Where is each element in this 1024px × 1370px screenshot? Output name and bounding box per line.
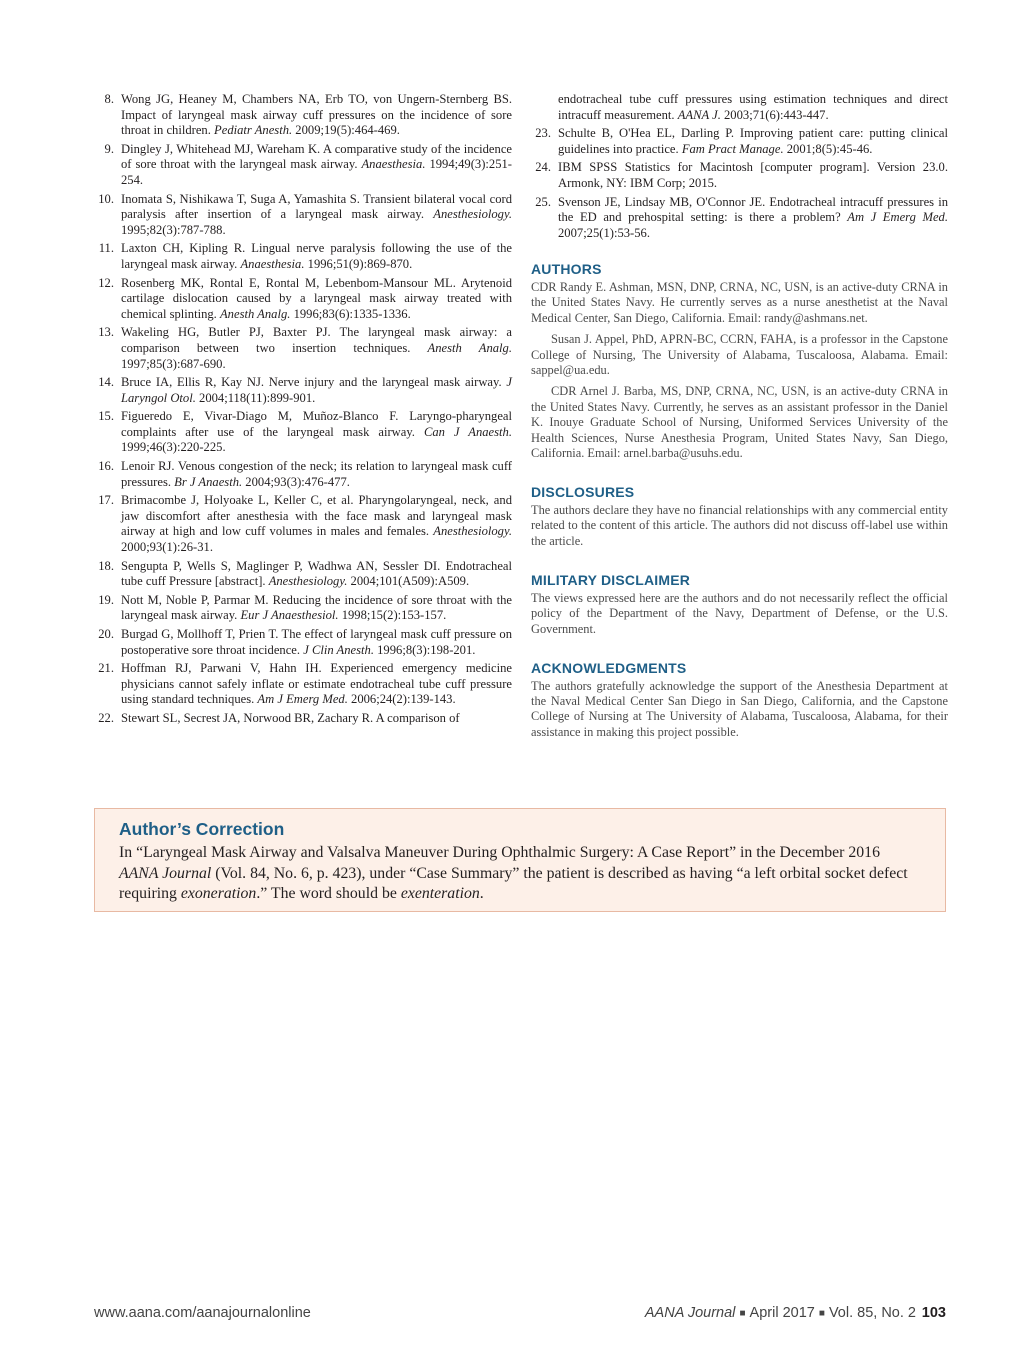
reference-journal: J Clin Anesth. xyxy=(303,642,374,657)
authors-correction-box xyxy=(94,808,946,912)
author-bio-appel: Susan J. Appel, PhD, APRN-BC, CCRN, FAHA, is a professor in the Capstone College of Nursing, The University of Alabama, Tuscaloosa, Alabama. Email: sappel@ua.edu. xyxy=(531,332,948,377)
reference-item xyxy=(94,92,512,139)
reference-journal: Anaesthesia. xyxy=(361,157,426,172)
military-disclaimer-text: The views expressed here are the authors and do not necessarily reflect the official policy of the Department of the Navy, Department of Defense, or the U.S. Government. xyxy=(531,590,948,636)
reference-text: Schulte B, O'Hea EL, Darling P. Improving patient care: putting clinical guidelines into practice. xyxy=(558,126,948,156)
reference-journal: Fam Pract Manage. xyxy=(681,141,784,156)
reference-text: Dingley J, Whitehead MJ, Wareham K. A comparative study of the incidence of sore throat with the laryngeal mask airway. xyxy=(121,141,512,172)
reference-item xyxy=(531,126,948,157)
reference-number: 22. xyxy=(98,710,114,725)
reference-number: 8. xyxy=(104,92,114,106)
right-column xyxy=(531,92,948,740)
reference-item xyxy=(94,409,512,456)
footer-issue-date: April 2017 xyxy=(749,1305,815,1321)
reference-journal: Anesth Analg. xyxy=(219,306,291,321)
reference-citation: 1994;49(3):251-254. xyxy=(121,157,512,187)
reference-number: 13. xyxy=(98,325,114,340)
reference-text: Sengupta P, Wells S, Maglinger P, Wadhwa AN, Sessler DI. Endotracheal tube cuff Pressure [abstract]. xyxy=(121,558,512,589)
reference-item xyxy=(531,195,948,242)
reference-text: Bruce IA, Ellis R, Kay NJ. Nerve injury and the laryngeal mask airway. xyxy=(121,375,507,390)
reference-number: 20. xyxy=(98,627,114,641)
footer-volume: Vol. 85, No. 2 xyxy=(828,1305,916,1321)
correction-wrong-word: exoneration xyxy=(180,885,257,902)
correction-text-part1: In “Laryngeal Mask Airway and Valsalva Maneuver During Ophthalmic Surgery: A Case Report” in the December 2016 xyxy=(119,844,880,861)
reference-text: endotracheal tube cuff pressures using estimation techniques and direct intracuff measurement. xyxy=(558,92,948,122)
reference-text: Brimacombe J, Holyoake L, Keller C, et al. Pharyngolaryngeal, neck, and jaw discomfort after anesthesia with the face mask and laryngeal mask airway at high and low cuff volumes in males and females. xyxy=(121,493,512,539)
reference-item xyxy=(94,661,512,708)
reference-journal: Am J Emerg Med. xyxy=(257,692,348,707)
reference-item xyxy=(94,559,512,590)
reference-item xyxy=(94,142,512,189)
references-right-list xyxy=(531,92,948,241)
reference-number: 14. xyxy=(98,375,114,390)
reference-item xyxy=(94,493,512,555)
military-disclaimer-heading: MILITARY DISCLAIMER xyxy=(531,572,691,589)
disclosures-text: The authors declare they have no financial relationships with any commercial entity related to the content of this article. The authors did not discuss off-label use within the article. xyxy=(531,503,948,548)
reference-text: IBM SPSS Statistics for Macintosh [computer program]. Version 23.0. Armonk, NY: IBM Corp; 2015. xyxy=(558,160,948,190)
reference-item xyxy=(94,375,512,406)
footer-url[interactable]: www.aana.com/aanajournalonline xyxy=(94,1305,311,1321)
reference-number: 9. xyxy=(104,141,114,156)
correction-text-part4: . xyxy=(479,885,484,902)
reference-citation: 1995;82(3):787-788. xyxy=(121,222,226,237)
reference-text: Wong JG, Heaney M, Chambers NA, Erb TO, von Ungern-Sternberg BS. Impact of laryngeal mask airway cuff pressures on the incidence of sore throat in children. xyxy=(121,92,512,138)
reference-journal: Pediatr Anesth. xyxy=(214,123,293,138)
reference-item xyxy=(94,627,512,658)
reference-text: Inomata S, Nishikawa T, Suga A, Yamashita S. Transient bilateral vocal cord paralysis after insertion of a laryngeal mask airway. xyxy=(121,191,512,222)
correction-title: Author’s Correction xyxy=(119,819,285,839)
reference-citation: 2003;71(6):443-447. xyxy=(720,107,829,122)
disclosures-section xyxy=(531,485,948,549)
reference-citation: 1999;46(3):220-225. xyxy=(121,440,226,455)
reference-item xyxy=(94,276,512,323)
reference-journal: Am J Emerg Med. xyxy=(847,210,948,225)
reference-number: 17. xyxy=(98,493,114,508)
reference-citation: 1996;8(3):198-201. xyxy=(373,642,476,657)
reference-number: 16. xyxy=(98,459,114,474)
reference-item xyxy=(531,92,948,123)
reference-number: 19. xyxy=(98,592,114,607)
reference-journal: J Laryngol Otol. xyxy=(121,375,512,405)
reference-number: 24. xyxy=(535,160,551,175)
military-disclaimer-section xyxy=(531,573,948,637)
authors-section xyxy=(531,262,948,461)
acknowledgments-section xyxy=(531,661,948,740)
reference-number: 23. xyxy=(535,126,551,141)
correction-right-word: exenteration xyxy=(400,885,480,902)
reference-number: 10. xyxy=(98,191,114,206)
reference-text: Figueredo E, Vivar-Diago M, Muñoz-Blanco F. Laryngo-pharyngeal complaints after use of the laryngeal mask airway. xyxy=(121,409,512,439)
reference-citation: 2001;8(5):45-46. xyxy=(783,141,873,156)
square-bullet-icon: ■ xyxy=(818,1308,825,1319)
reference-journal: AANA J. xyxy=(677,107,721,122)
reference-text: Hoffman RJ, Parwani V, Hahn IH. Experienced emergency medicine physicians cannot safely inflate or estimate endotracheal tube cuff pressure using standard techniques. xyxy=(121,661,512,707)
reference-journal: Can J Anaesth. xyxy=(423,424,512,439)
correction-text-part3: .” The word should be xyxy=(256,885,401,902)
reference-text: Burgad G, Mollhoff T, Prien T. The effect of laryngeal mask cuff pressure on postoperative sore throat incidence. xyxy=(121,627,512,657)
reference-text: Laxton CH, Kipling R. Lingual nerve paralysis following the use of the laryngeal mask airway. xyxy=(121,241,512,271)
reference-number: 18. xyxy=(98,558,114,573)
reference-journal: Anesthesiology. xyxy=(433,207,512,222)
references-left-column xyxy=(94,92,512,730)
reference-text: Nott M, Noble P, Parmar M. Reducing the incidence of sore throat with the laryngeal mask airway. xyxy=(121,592,512,623)
reference-journal: Anesthesiology. xyxy=(268,574,348,589)
reference-journal: Anesthesiology. xyxy=(433,524,512,539)
acknowledgments-heading: ACKNOWLEDGMENTS xyxy=(531,660,687,677)
reference-item xyxy=(94,241,512,272)
reference-citation: 1997;85(3):687-690. xyxy=(121,356,226,371)
reference-citation: 2004;101(A509):A509. xyxy=(347,574,470,589)
reference-number: 12. xyxy=(98,275,114,290)
reference-citation: 2004;118(11):899-901. xyxy=(195,390,316,405)
reference-citation: 2004;93(3):476-477. xyxy=(242,474,350,489)
reference-item xyxy=(94,711,512,727)
correction-text-part2: (Vol. 84, No. 6, p. 423), under “Case Summary” the patient is described as having “a left orbital socket defect requiring xyxy=(119,864,908,902)
reference-number: 11. xyxy=(98,241,114,256)
disclosures-heading: DISCLOSURES xyxy=(531,484,635,501)
reference-citation: 1998;15(2):153-157. xyxy=(338,608,447,623)
author-bio-ashman: CDR Randy E. Ashman, MSN, DNP, CRNA, NC, USN, is an active-duty CRNA in the United States Navy. He currently serves as a nurse anesthetist at the Naval Medical Center, San Diego, California. Email: randy@ashmans.net. xyxy=(531,279,948,325)
reference-item xyxy=(94,325,512,372)
reference-citation: 2007;25(1):53-56. xyxy=(558,225,650,240)
reference-citation: 1996;51(9):869-870. xyxy=(304,256,413,271)
page-footer xyxy=(94,1305,946,1325)
author-bio-barba: CDR Arnel J. Barba, MS, DNP, CRNA, NC, USN, is an active-duty CRNA in the United States Navy. Currently, he serves as an assistant professor in the Daniel K. Inouye Graduate School of Nursing, Uniformed Services University of the Health Sciences, Nurse Anesthesia Program, United States Navy, San Diego, California. Email: arnel.barba@usuhs.edu. xyxy=(531,384,948,460)
correction-text xyxy=(119,843,921,905)
authors-heading: AUTHORS xyxy=(531,261,602,278)
reference-text: Rosenberg MK, Rontal E, Rontal M, Lebenbom-Mansour ML. Arytenoid cartilage dislocation caused by a laryngeal mask airway treated with chemical splinting. xyxy=(121,275,512,321)
reference-citation: 2009;19(5):464-469. xyxy=(292,123,400,138)
reference-citation: 2000;93(1):26-31. xyxy=(121,540,213,555)
reference-journal: Anaesthesia. xyxy=(240,256,305,271)
reference-journal: Anesth Analg. xyxy=(427,340,512,355)
footer-journal-name: AANA Journal xyxy=(644,1305,736,1321)
square-bullet-icon: ■ xyxy=(739,1308,746,1319)
acknowledgments-text: The authors gratefully acknowledge the support of the Anesthesia Department at the Naval Medical Center San Diego in San Diego, California, and the Capstone College of Nursing at The University of Alabama, Tuscaloosa, Alabama, for their assistance in making this project possible. xyxy=(531,678,948,739)
reference-citation: 2006;24(2):139-143. xyxy=(347,692,456,707)
reference-item xyxy=(531,160,948,191)
correction-journal-name: AANA Journal xyxy=(119,864,212,882)
reference-item xyxy=(94,192,512,239)
reference-number: 25. xyxy=(535,194,551,209)
reference-journal: Br J Anaesth. xyxy=(174,474,243,489)
page-number: 103 xyxy=(921,1305,946,1321)
reference-number: 21. xyxy=(98,661,114,676)
reference-text: Wakeling HG, Butler PJ, Baxter PJ. The laryngeal mask airway: a comparison between two insertion techniques. xyxy=(121,325,512,355)
footer-journal-info xyxy=(645,1305,916,1321)
reference-number: 15. xyxy=(98,409,114,424)
reference-item xyxy=(94,593,512,624)
reference-text: Svenson JE, Lindsay MB, O'Connor JE. Endotracheal intracuff pressures in the ED and prehospital setting: is there a problem? xyxy=(558,194,948,225)
reference-citation: 1996;83(6):1335-1336. xyxy=(290,306,411,321)
reference-journal: Eur J Anaesthesiol. xyxy=(240,608,339,623)
reference-text: Stewart SL, Secrest JA, Norwood BR, Zachary R. A comparison of xyxy=(121,710,460,725)
reference-item xyxy=(94,459,512,490)
reference-text: Lenoir RJ. Venous congestion of the neck; its relation to laryngeal mask cuff pressures. xyxy=(121,459,512,489)
